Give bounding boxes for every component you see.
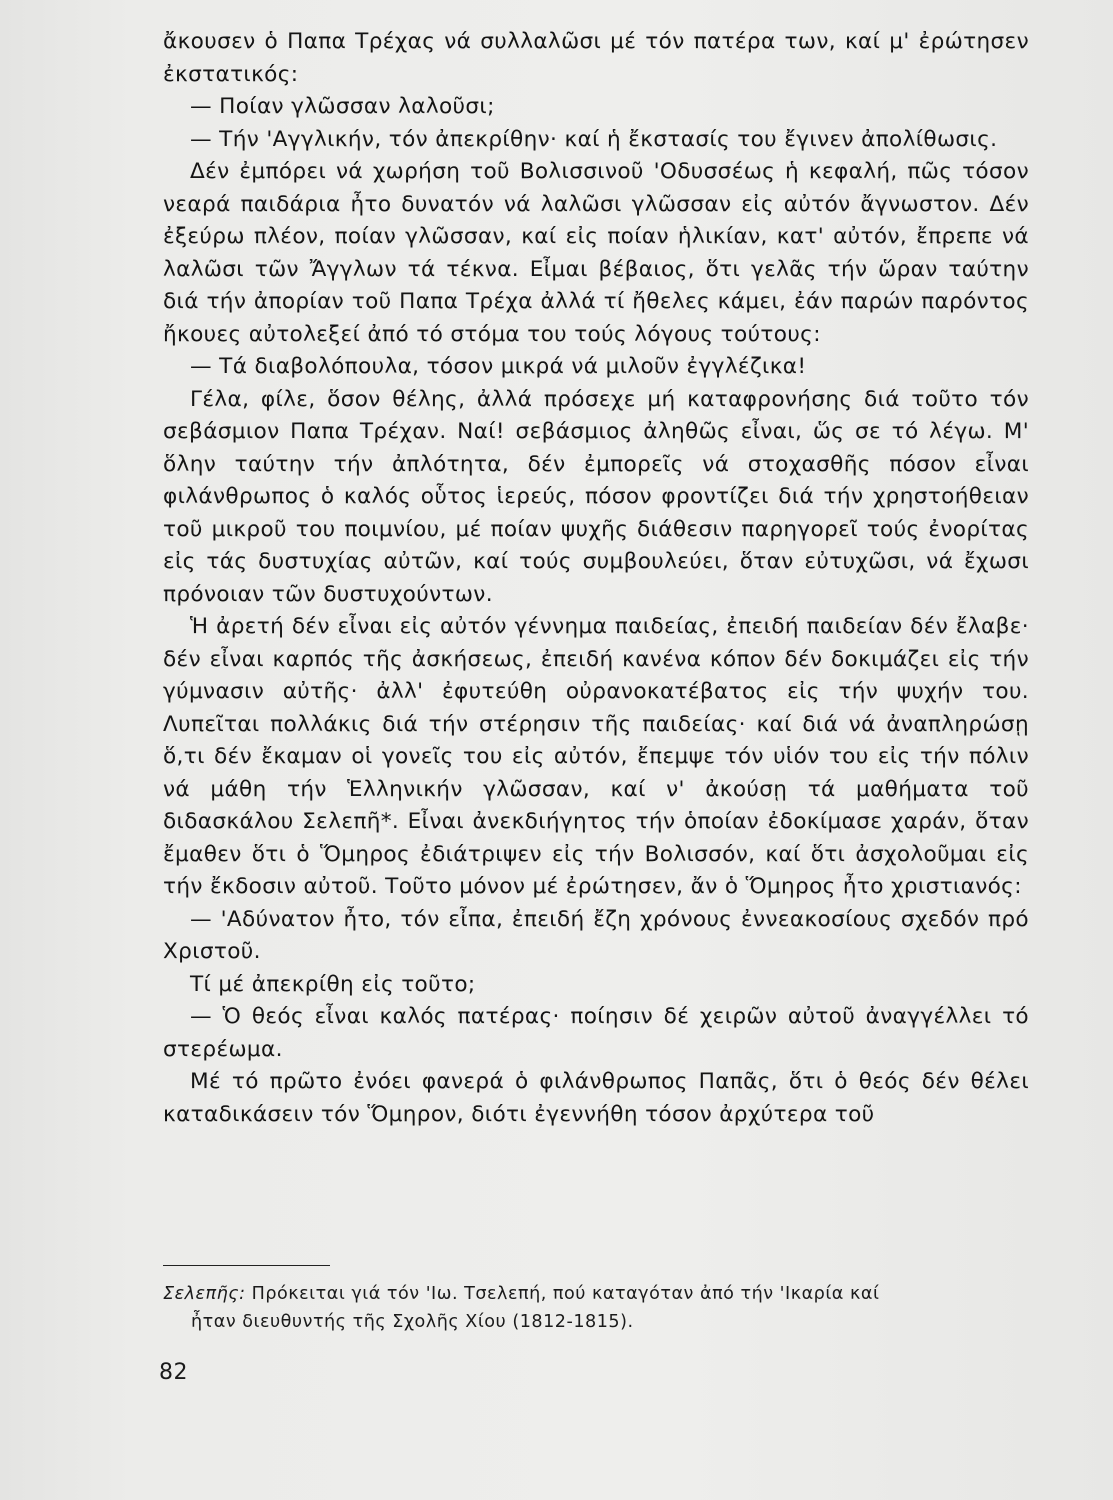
footnote-divider	[163, 1265, 330, 1266]
paragraph: Μέ τό πρῶτο ἐνόει φανερά ὁ φιλάνθρωπος Παπᾶς, ὅτι ὁ θεός δέν θέλει καταδικάσειν τόν Ὅμηρον, διότι ἐγεννήθη τόσον ἀρχύτερα τοῦ	[163, 1069, 1029, 1127]
footnote-line-1: Πρόκειται γιά τόν 'Ιω. Τσελεπή, πού καταγόταν ἀπό τήν 'Ικαρία καί	[245, 1284, 880, 1304]
paragraph: Τί μέ ἀπεκρίθη εἰς τοῦτο;	[190, 971, 476, 997]
footnote	[163, 1280, 1029, 1336]
paragraph: Δέν ἐμπόρει νά χωρήση τοῦ Βολισσινοῦ 'Οδυσσέως ἡ κεφαλή, πῶς τόσον νεαρά παιδάρια ἦτο δυνατόν νά λαλῶσι γλῶσσαν εἰς αὐτόν ἄγνωστον. Δέν ἐξεύρω πλέον, ποίαν γλῶσσαν, καί εἰς ποίαν ἡλικίαν, κατ' αὐτόν, ἔπρεπε νά λαλῶσι τῶν Ἄγγλων τά τέκνα. Εἶμαι βέβαιος, ὅτι γελᾶς τήν ὥραν ταύτην διά τήν ἀπορίαν τοῦ Παπα Τρέχα ἀλλά τί ἤθελες κάμει, ἐάν παρών παρόντος ἤκουες αὐτολεξεί ἀπό τό στόμα του τούς λόγους τούτους:	[163, 159, 1029, 347]
paragraph: — Τήν 'Αγγλικήν, τόν ἀπεκρίθην· καί ἡ ἔκστασίς του ἔγινεν ἀπολίθωσις.	[190, 126, 998, 152]
paragraph: Ἡ ἀρετή δέν εἶναι εἰς αὐτόν γέννημα παιδείας, ἐπειδή παιδείαν δέν ἔλαβε· δέν εἶναι καρπός τῆς ἀσκήσεως, ἐπειδή κανένα κόπον δέν δοκιμάζει εἰς τήν γύμνασιν αὐτῆς· ἀλλ' ἐφυτεύθη οὐρανοκατέβατος εἰς τήν ψυχήν του. Λυπεῖται πολλάκις διά τήν στέρησιν τῆς παιδείας· καί διά νά ἀναπληρώσῃ ὅ,τι δέν ἔκαμαν οἱ γονεῖς του εἰς αὐτόν, ἔπεμψε τόν υἱόν του εἰς τήν πόλιν νά μάθη τήν Ἑλληνικήν γλῶσσαν, καί ν' ἀκούσῃ τά μαθήματα τοῦ διδασκάλου Σελεπῆ*. Εἶναι ἀνεκδιήγητος τήν ὁποίαν ἐδοκίμασε χαράν, ὅταν ἔμαθεν ὅτι ὁ Ὅμηρος ἐδιάτριψεν εἰς τήν Βολισσόν, καί ὅτι ἀσχολοῦμαι εἰς τήν ἔκδοσιν αὐτοῦ. Τοῦτο μόνον μέ ἐρώτησεν, ἄν ὁ Ὅμηρος ἦτο χριστιανός:	[163, 614, 1029, 899]
paragraph: — 'Αδύνατον ἦτο, τόν εἶπα, ἐπειδή ἔζη χρόνους ἐννεακοσίους σχεδόν πρό Χριστοῦ.	[163, 906, 1029, 964]
footnote-term: Σελεπῆς:	[163, 1284, 246, 1304]
paragraph: — Ποίαν γλῶσσαν λαλοῦσι;	[190, 94, 495, 119]
footnote-line-2: ἦταν διευθυντής τῆς Σχολῆς Χίου (1812-1815).	[191, 1312, 634, 1332]
page-number: 82	[159, 1360, 188, 1385]
paragraph: ἄκουσεν ὁ Παπα Τρέχας νά συλλαλῶσι μέ τόν πατέρα των, καί μ' ἐρώτησεν ἐκστατικός:	[163, 29, 1029, 87]
paragraph: — Ὁ θεός εἶναι καλός πατέρας· ποίησιν δέ χειρῶν αὐτοῦ ἀναγγέλλει τό στερέωμα.	[163, 1004, 1029, 1062]
paragraph: Γέλα, φίλε, ὅσον θέλης, ἀλλά πρόσεχε μή καταφρονήσης διά τοῦτο τόν σεβάσμιον Παπα Τρέχαν. Ναί! σεβάσμιος ἀληθῶς εἶναι, ὥς σε τό λέγω. Μ' ὅλην ταύτην τήν ἀπλότητα, δέν ἐμπορεῖς νά στοχασθῆς πόσον εἶναι φιλάνθρωπος ὁ καλός οὗτος ἱερεύς, πόσον φροντίζει διά τήν χρηστοήθειαν τοῦ μικροῦ του ποιμνίου, μέ ποίαν ψυχῆς διάθεσιν παρηγορεῖ τούς ἐνορίτας εἰς τάς δυστυχίας αὐτῶν, καί τούς συμβουλεύει, ὅταν εὐτυχῶσι, νά ἔχωσι πρόνοιαν τῶν δυστυχούντων.	[163, 386, 1029, 607]
paragraph: — Τά διαβολόπουλα, τόσον μικρά νά μιλοῦν ἐγγλέζικα!	[190, 354, 807, 379]
body-text	[163, 26, 1029, 1131]
